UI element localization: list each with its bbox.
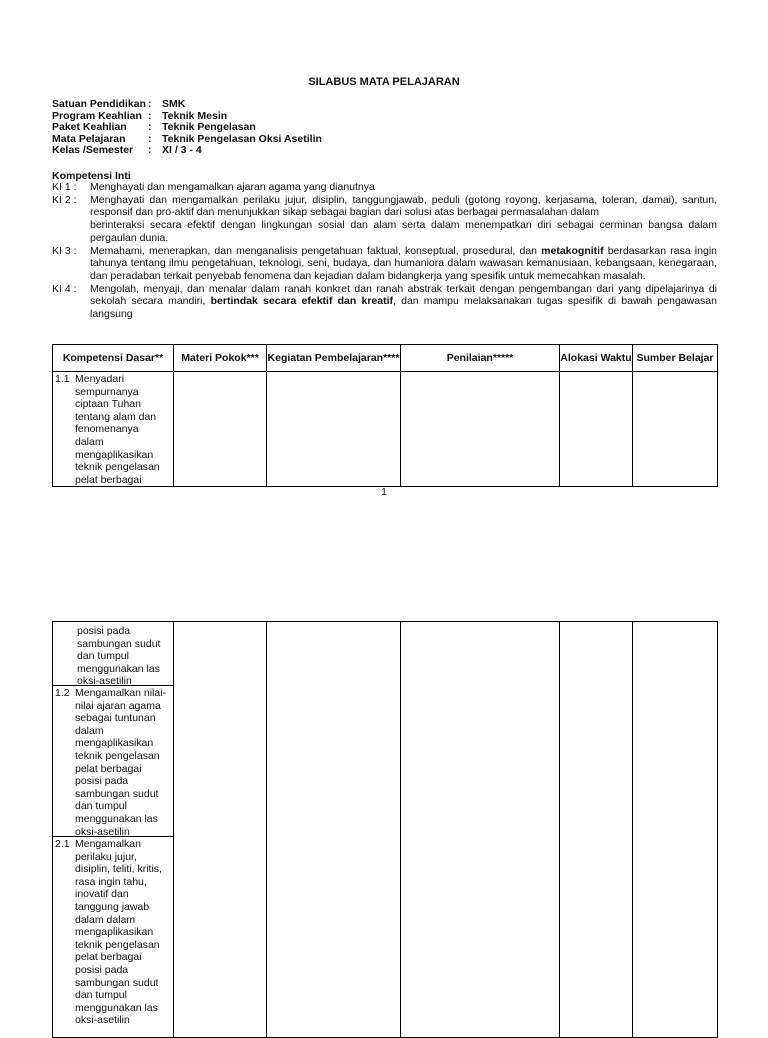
ki-text-bold: metakognitif [541, 244, 604, 257]
kd-continuation-text: posisi pada sambungan sudut dan tumpul menggunakan las oksi-asetilin [77, 625, 161, 688]
identity-value: Teknik Mesin [162, 109, 228, 122]
kd-cell [53, 622, 174, 1038]
identity-value: Teknik Pengelasan [162, 121, 256, 133]
sumber-cell [633, 372, 718, 487]
kd-item-1-2 [53, 686, 173, 837]
page-gap [0, 520, 768, 620]
penilaian-cell [401, 622, 560, 1038]
header-penilaian: Penilaian***** [401, 345, 560, 372]
ki-code: KI 2 : [52, 193, 77, 206]
kd-item-2-1 [53, 837, 173, 1037]
ki-text-part: , dan mampu melaksanakan tugas spesifik di bawah pengawasan langsung [90, 295, 717, 321]
identity-colon: : [148, 121, 152, 133]
identity-colon: : [148, 98, 152, 110]
kd-text: Mengamalkan perilaku jujur, disiplin, teliti, kritis, rasa ingin tahu, inovatif dan tanggung jawab dalam dalam mengaplikasikan teknik pengelasan pelat berbagai posisi pada sambungan sudut dan tumpul menggunakan las oksi-asetilin [75, 838, 162, 1027]
header-sumber-belajar: Sumber Belajar [633, 345, 718, 372]
identity-value: Teknik Pengelasan Oksi Asetilin [162, 132, 322, 145]
ki-text-part: Memahami, menerapkan, dan menganalisis pengetahuan faktual, konseptual, prosedural, dan [90, 244, 542, 257]
identity-label: Satuan Pendidikan [52, 98, 146, 110]
header-kegiatan-pembelajaran: Kegiatan Pembelajaran**** [267, 345, 401, 372]
ki-text: Menghayati dan mengamalkan ajaran agama yang dianutnya [90, 181, 375, 193]
kd-text: Menyadari sempurnanya ciptaan Tuhan tentang alam dan fenomenanya dalam mengaplikasikan teknik pengelasan pelat berbagai [75, 373, 160, 486]
alokasi-cell [560, 372, 633, 487]
identity-row [52, 145, 322, 157]
identity-label: Paket Keahlian [52, 121, 127, 133]
identity-label: Program Keahlian [52, 109, 142, 122]
identity-block [52, 99, 322, 157]
table-row [53, 622, 718, 1038]
syllabus-table-page2 [52, 621, 718, 1038]
identity-row [52, 99, 322, 111]
alokasi-cell [560, 622, 633, 1038]
identity-row [52, 122, 322, 134]
header-kompetensi-dasar: Kompetensi Dasar** [53, 345, 174, 372]
materi-cell [174, 372, 267, 487]
ki-text-part: berdasarkan rasa ingin tahunya tentang ilmu pengetahuan, teknologi, seni, budaya, dan humaniora dalam wawasan kemanusiaan, kebangsaan, kenegaraan, dan peradaban terkait penyebab fenomena dan kejadian dalam bidangkerja yang spesifik untuk memecahkan masalah. [90, 244, 717, 282]
table-row [53, 372, 718, 487]
identity-value: SMK [162, 98, 186, 110]
kd-number: 1.2 [55, 687, 70, 699]
identity-label: Kelas /Semester [52, 144, 134, 156]
ki-item [52, 194, 717, 245]
kd-item [53, 372, 173, 486]
document-page-2 [0, 620, 768, 1027]
kompetensi-inti-list [52, 181, 717, 321]
kegiatan-cell [267, 372, 401, 487]
ki-text [90, 245, 717, 283]
ki-code: KI 1 : [52, 181, 77, 193]
identity-value: XI / 3 - 4 [162, 144, 202, 156]
ki-text-part: Menghayati dan mengamalkan perilaku jujur, disiplin, tanggungjawab, peduli (gotong royong, kerjasama, toleran, damai), santun, responsif dan pro-aktif dan menunjukkan sikap sebagai bagian dari solusi atas berbagai permasalahan dalam [90, 193, 717, 219]
kd-item [53, 686, 173, 838]
identity-label: Mata Pelajaran [52, 132, 126, 145]
kd-number: 1.1 [55, 373, 70, 385]
page-number: 1 [381, 487, 387, 498]
ki-text [90, 283, 717, 321]
page-title: SILABUS MATA PELAJARAN [308, 76, 460, 88]
kd-number: 2.1 [55, 838, 70, 850]
header-materi-pokok: Materi Pokok*** [174, 345, 267, 372]
ki-item [52, 245, 717, 283]
kd-continuation [53, 622, 173, 686]
kegiatan-cell [267, 622, 401, 1038]
syllabus-table-page1 [52, 344, 718, 487]
kd-item [53, 837, 173, 1027]
header-alokasi-waktu: Alokasi Waktu [560, 345, 633, 372]
kd-cell [53, 372, 174, 487]
ki-item [52, 283, 717, 321]
ki-text-part: Mengolah, menyaji, dan menalar dalam ranah konkret dan ranah abstrak terkait dengan pengembangan dari yang dipelajarinya di sekolah secara mandiri, [90, 282, 717, 308]
identity-colon: : [148, 109, 152, 122]
identity-colon: : [148, 144, 152, 156]
ki-code: KI 4 : [52, 282, 77, 295]
ki-text [90, 194, 717, 245]
materi-cell [174, 622, 267, 1038]
kd-text: Mengamalkan nilai-nilai ajaran agama sebagai tuntunan dalam mengaplikasikan teknik pengelasan pelat berbagai posisi pada sambungan sudut dan tumpul menggunakan las oksi-asetilin [75, 687, 167, 838]
ki-code: KI 3 : [52, 244, 77, 257]
ki-text-part: berinteraksi secara efektif dengan lingkungan sosial dan alam serta dalam menempatkan diri sebagai cerminan bangsa dalam pergaulan dunia. [90, 219, 717, 244]
table-header-row [53, 345, 718, 372]
ki-text-bold: bertindak secara efektif dan kreatif [210, 295, 393, 308]
identity-colon: : [148, 132, 152, 145]
sumber-cell [633, 622, 718, 1038]
ki-item [52, 181, 717, 194]
penilaian-cell [401, 372, 560, 487]
kompetensi-inti-heading: Kompetensi Inti [52, 170, 131, 182]
